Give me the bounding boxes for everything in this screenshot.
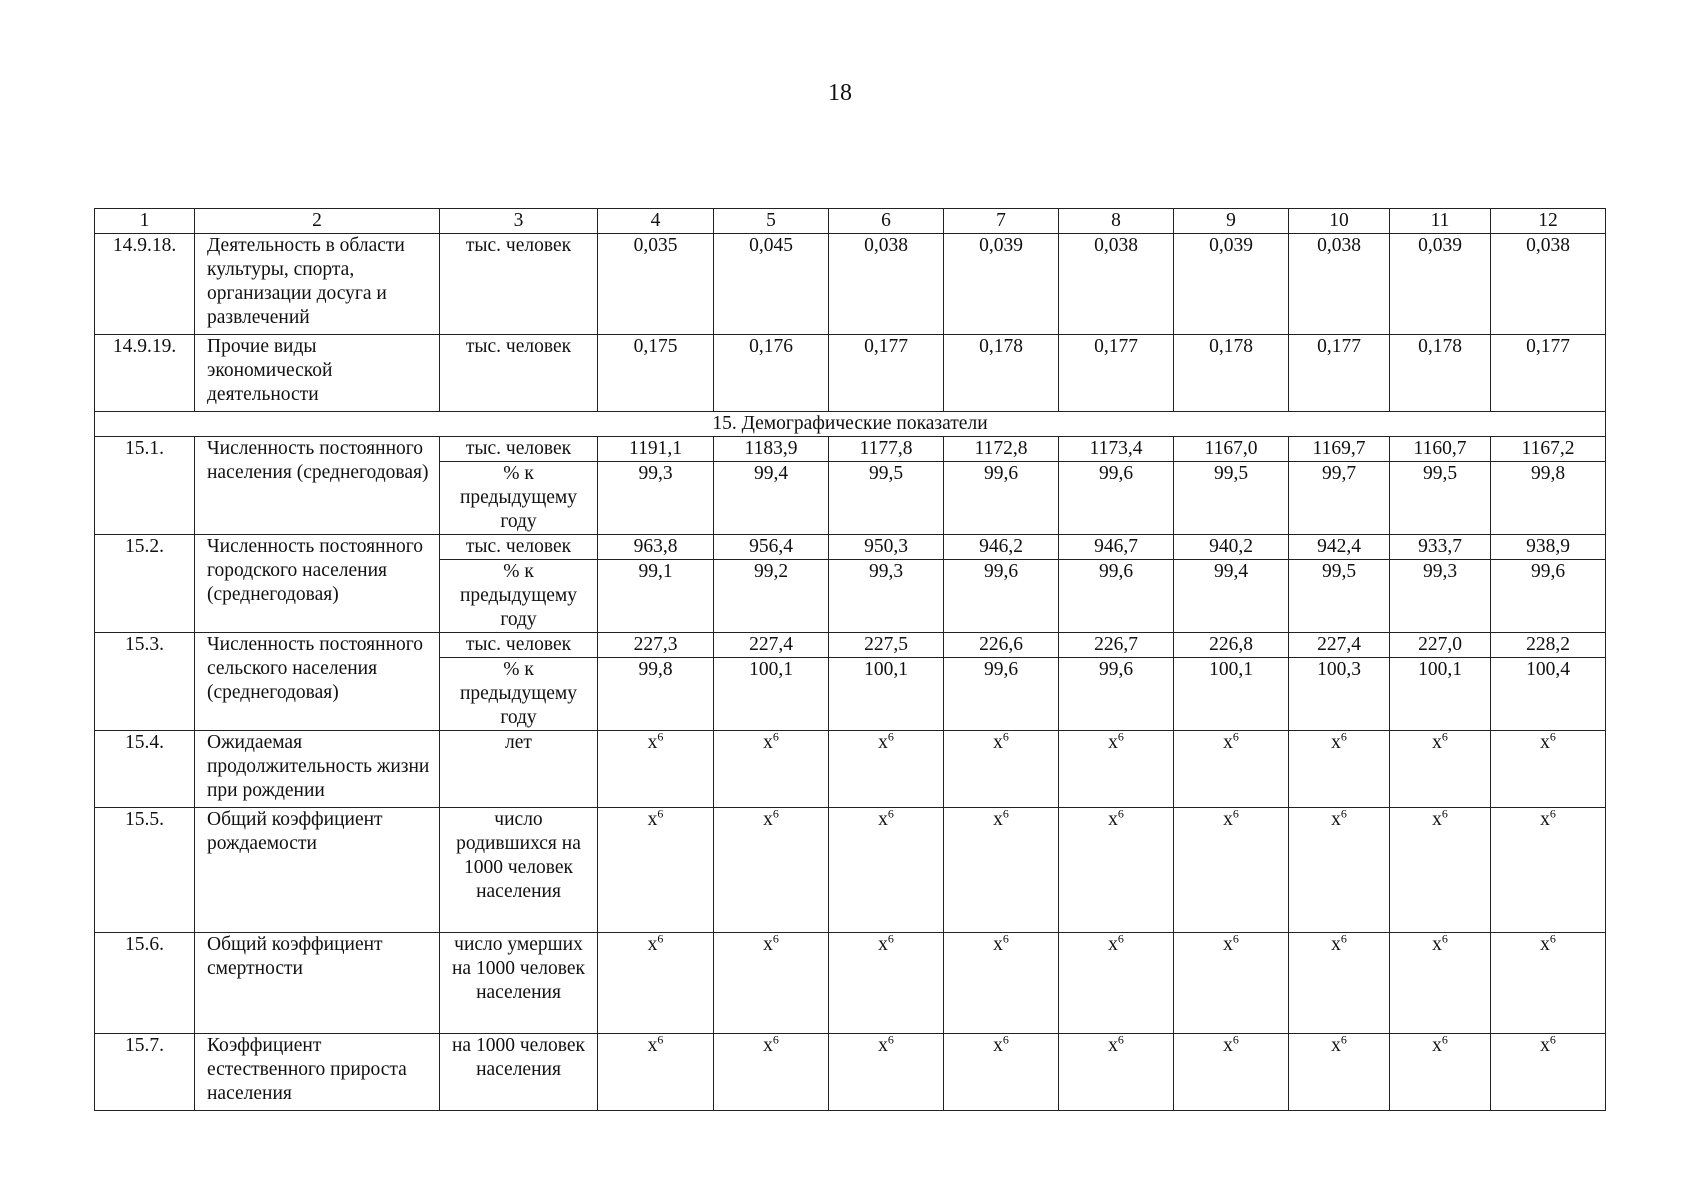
value-cell: 0,176 (714, 335, 829, 412)
column-header: 6 (829, 209, 944, 234)
value-cell: 99,3 (1390, 560, 1491, 633)
value-cell: 0,177 (1059, 335, 1174, 412)
footnote-ref: 6 (772, 729, 779, 744)
row-unit: тыс. человек (440, 437, 598, 462)
row-unit: тыс. человек (440, 535, 598, 560)
column-header: 10 (1289, 209, 1390, 234)
footnote-ref: 6 (887, 1032, 894, 1047)
x-mark: x (993, 934, 1003, 955)
value-cell: 227,4 (1289, 633, 1390, 658)
table-row (95, 535, 1606, 560)
value-cell (944, 731, 1059, 808)
row-code: 15.3. (95, 633, 195, 731)
row-name: Ожидаемая продолжительность жизни при рождении (195, 731, 440, 808)
x-mark: x (763, 1035, 773, 1056)
value-cell (598, 1034, 714, 1111)
x-mark: x (647, 809, 658, 830)
value-cell (1174, 933, 1289, 1034)
x-mark: x (1223, 809, 1233, 830)
table-row (95, 437, 1606, 462)
footnote-ref: 6 (1232, 931, 1239, 946)
value-cell (1491, 731, 1606, 808)
value-cell (1289, 808, 1390, 933)
row-unit: на 1000 человек населения (440, 1034, 598, 1111)
value-cell: 1160,7 (1390, 437, 1491, 462)
row-unit: % к предыдущему году (440, 658, 598, 731)
value-cell: 938,9 (1491, 535, 1606, 560)
footnote-ref: 6 (1002, 729, 1009, 744)
value-cell: 0,038 (1059, 234, 1174, 335)
x-mark: x (993, 809, 1003, 830)
value-cell (1289, 731, 1390, 808)
value-cell: 99,6 (1491, 560, 1606, 633)
x-mark: x (1540, 732, 1550, 753)
footnote-ref: 6 (657, 1032, 664, 1047)
value-cell: 0,038 (1491, 234, 1606, 335)
value-cell (598, 808, 714, 933)
row-unit: тыс. человек (440, 335, 598, 412)
x-mark: x (647, 934, 658, 955)
footnote-ref: 6 (1340, 931, 1347, 946)
value-cell (1174, 1034, 1289, 1111)
footnote-ref: 6 (1549, 729, 1556, 744)
value-cell: 227,5 (829, 633, 944, 658)
x-mark: x (1108, 809, 1118, 830)
value-cell: 226,6 (944, 633, 1059, 658)
value-cell: 99,8 (598, 658, 714, 731)
row-name: Деятельность в области культуры, спорта, организации досуга и развлечений (195, 234, 440, 335)
value-cell (1059, 808, 1174, 933)
row-unit: % к предыдущему году (440, 560, 598, 633)
value-cell: 99,7 (1289, 462, 1390, 535)
value-cell: 99,6 (1059, 462, 1174, 535)
x-mark: x (1331, 732, 1341, 753)
value-cell: 99,5 (829, 462, 944, 535)
row-code: 15.2. (95, 535, 195, 633)
footnote-ref: 6 (1232, 729, 1239, 744)
footnote-ref: 6 (657, 931, 664, 946)
footnote-ref: 6 (1232, 806, 1239, 821)
x-mark: x (647, 732, 658, 753)
value-cell (1390, 808, 1491, 933)
value-cell (829, 933, 944, 1034)
value-cell: 228,2 (1491, 633, 1606, 658)
footnote-ref: 6 (772, 1032, 779, 1047)
column-header: 12 (1491, 209, 1606, 234)
value-cell: 100,1 (1390, 658, 1491, 731)
x-mark: x (1223, 934, 1233, 955)
value-cell (829, 1034, 944, 1111)
row-name: Прочие виды экономической деятельности (195, 335, 440, 412)
table-row (95, 335, 1606, 412)
footnote-ref: 6 (1002, 806, 1009, 821)
x-mark: x (1432, 809, 1442, 830)
value-cell: 99,6 (944, 560, 1059, 633)
row-code: 15.1. (95, 437, 195, 535)
value-cell: 0,038 (1289, 234, 1390, 335)
table-row (95, 731, 1606, 808)
row-code: 15.4. (95, 731, 195, 808)
x-mark: x (993, 1035, 1003, 1056)
column-number-row (95, 209, 1606, 234)
footnote-ref: 6 (1002, 931, 1009, 946)
value-cell: 0,035 (598, 234, 714, 335)
demographic-indicators-table (94, 208, 1606, 1111)
column-header: 1 (95, 209, 195, 234)
x-mark: x (1540, 934, 1550, 955)
table-row (95, 633, 1606, 658)
footnote-ref: 6 (887, 931, 894, 946)
row-name: Численность постоянного городского населения (среднегодовая) (195, 535, 440, 633)
table-row (95, 1034, 1606, 1111)
value-cell (598, 933, 714, 1034)
x-mark: x (763, 934, 773, 955)
value-cell (714, 933, 829, 1034)
value-cell: 99,1 (598, 560, 714, 633)
x-mark: x (1432, 732, 1442, 753)
value-cell: 0,177 (1491, 335, 1606, 412)
footnote-ref: 6 (1340, 729, 1347, 744)
value-cell: 933,7 (1390, 535, 1491, 560)
row-name: Численность постоянного населения (среднегодовая) (195, 437, 440, 535)
x-mark: x (1108, 934, 1118, 955)
value-cell (1289, 933, 1390, 1034)
footnote-ref: 6 (657, 806, 664, 821)
value-cell: 0,039 (944, 234, 1059, 335)
value-cell (1059, 1034, 1174, 1111)
value-cell: 100,1 (714, 658, 829, 731)
value-cell: 226,8 (1174, 633, 1289, 658)
value-cell (1059, 933, 1174, 1034)
row-code: 15.6. (95, 933, 195, 1034)
value-cell: 99,3 (829, 560, 944, 633)
row-code: 14.9.18. (95, 234, 195, 335)
row-name: Коэффициент естественного прироста населения (195, 1034, 440, 1111)
value-cell: 99,5 (1289, 560, 1390, 633)
value-cell: 100,4 (1491, 658, 1606, 731)
row-unit: число родившихся на 1000 человек населения (440, 808, 598, 933)
x-mark: x (878, 934, 888, 955)
value-cell: 1183,9 (714, 437, 829, 462)
x-mark: x (878, 732, 888, 753)
value-cell: 100,3 (1289, 658, 1390, 731)
x-mark: x (1223, 732, 1233, 753)
value-cell: 100,1 (1174, 658, 1289, 731)
value-cell: 1191,1 (598, 437, 714, 462)
footnote-ref: 6 (1117, 806, 1124, 821)
value-cell: 1167,0 (1174, 437, 1289, 462)
row-unit: тыс. человек (440, 234, 598, 335)
x-mark: x (1331, 809, 1341, 830)
column-header: 3 (440, 209, 598, 234)
value-cell: 946,7 (1059, 535, 1174, 560)
x-mark: x (1108, 732, 1118, 753)
value-cell (1491, 933, 1606, 1034)
value-cell: 99,3 (598, 462, 714, 535)
footnote-ref: 6 (772, 806, 779, 821)
footnote-ref: 6 (887, 806, 894, 821)
column-header: 7 (944, 209, 1059, 234)
page-number: 18 (828, 80, 852, 106)
value-cell: 0,039 (1390, 234, 1491, 335)
value-cell: 99,4 (714, 462, 829, 535)
x-mark: x (993, 732, 1003, 753)
footnote-ref: 6 (1340, 806, 1347, 821)
row-unit: тыс. человек (440, 633, 598, 658)
value-cell: 227,3 (598, 633, 714, 658)
x-mark: x (1432, 934, 1442, 955)
value-cell (1491, 1034, 1606, 1111)
value-cell (1390, 1034, 1491, 1111)
value-cell: 99,6 (1059, 560, 1174, 633)
table-row (95, 808, 1606, 933)
footnote-ref: 6 (1117, 729, 1124, 744)
footnote-ref: 6 (1441, 1032, 1448, 1047)
column-header: 9 (1174, 209, 1289, 234)
value-cell (714, 731, 829, 808)
x-mark: x (878, 1035, 888, 1056)
x-mark: x (1223, 1035, 1233, 1056)
row-unit: % к предыдущему году (440, 462, 598, 535)
row-code: 15.7. (95, 1034, 195, 1111)
value-cell: 1167,2 (1491, 437, 1606, 462)
footnote-ref: 6 (1441, 931, 1448, 946)
value-cell: 99,5 (1390, 462, 1491, 535)
value-cell: 950,3 (829, 535, 944, 560)
row-code: 14.9.19. (95, 335, 195, 412)
value-cell: 99,2 (714, 560, 829, 633)
value-cell: 963,8 (598, 535, 714, 560)
value-cell (944, 1034, 1059, 1111)
column-header: 2 (195, 209, 440, 234)
value-cell: 226,7 (1059, 633, 1174, 658)
section-title: 15. Демографические показатели (95, 412, 1606, 437)
row-name: Общий коэффициент рождаемости (195, 808, 440, 933)
value-cell (829, 808, 944, 933)
column-header: 5 (714, 209, 829, 234)
row-name: Численность постоянного сельского населения (среднегодовая) (195, 633, 440, 731)
x-mark: x (763, 809, 773, 830)
footnote-ref: 6 (1549, 931, 1556, 946)
value-cell: 1172,8 (944, 437, 1059, 462)
value-cell (598, 731, 714, 808)
value-cell: 99,4 (1174, 560, 1289, 633)
footnote-ref: 6 (887, 729, 894, 744)
footnote-ref: 6 (1340, 1032, 1347, 1047)
footnote-ref: 6 (772, 931, 779, 946)
value-cell: 0,178 (1390, 335, 1491, 412)
x-mark: x (1108, 1035, 1118, 1056)
value-cell: 956,4 (714, 535, 829, 560)
footnote-ref: 6 (1002, 1032, 1009, 1047)
value-cell: 99,5 (1174, 462, 1289, 535)
value-cell (714, 1034, 829, 1111)
row-unit: лет (440, 731, 598, 808)
value-cell (1390, 731, 1491, 808)
value-cell: 1169,7 (1289, 437, 1390, 462)
value-cell: 1177,8 (829, 437, 944, 462)
x-mark: x (1540, 1035, 1550, 1056)
value-cell: 99,6 (944, 658, 1059, 731)
value-cell: 1173,4 (1059, 437, 1174, 462)
x-mark: x (878, 809, 888, 830)
value-cell: 946,2 (944, 535, 1059, 560)
value-cell (944, 933, 1059, 1034)
column-header: 11 (1390, 209, 1491, 234)
row-name: Общий коэффициент смертности (195, 933, 440, 1034)
row-unit: число умерших на 1000 человек населения (440, 933, 598, 1034)
row-code: 15.5. (95, 808, 195, 933)
value-cell: 0,178 (944, 335, 1059, 412)
section-row (95, 412, 1606, 437)
footnote-ref: 6 (1117, 931, 1124, 946)
footnote-ref: 6 (1441, 729, 1448, 744)
value-cell (1390, 933, 1491, 1034)
value-cell (1289, 1034, 1390, 1111)
x-mark: x (763, 732, 773, 753)
table-row (95, 933, 1606, 1034)
value-cell: 99,6 (944, 462, 1059, 535)
column-header: 8 (1059, 209, 1174, 234)
value-cell: 942,4 (1289, 535, 1390, 560)
footnote-ref: 6 (1441, 806, 1448, 821)
x-mark: x (647, 1035, 658, 1056)
value-cell (829, 731, 944, 808)
value-cell: 0,038 (829, 234, 944, 335)
value-cell (944, 808, 1059, 933)
x-mark: x (1540, 809, 1550, 830)
value-cell: 227,4 (714, 633, 829, 658)
value-cell (1491, 808, 1606, 933)
value-cell (1174, 808, 1289, 933)
value-cell: 0,177 (829, 335, 944, 412)
value-cell: 100,1 (829, 658, 944, 731)
value-cell: 0,178 (1174, 335, 1289, 412)
footnote-ref: 6 (1549, 806, 1556, 821)
x-mark: x (1331, 934, 1341, 955)
value-cell (714, 808, 829, 933)
value-cell: 99,8 (1491, 462, 1606, 535)
x-mark: x (1432, 1035, 1442, 1056)
column-header: 4 (598, 209, 714, 234)
footnote-ref: 6 (1549, 1032, 1556, 1047)
value-cell: 0,039 (1174, 234, 1289, 335)
footnote-ref: 6 (1117, 1032, 1124, 1047)
value-cell: 227,0 (1390, 633, 1491, 658)
footnote-ref: 6 (1232, 1032, 1239, 1047)
value-cell: 99,6 (1059, 658, 1174, 731)
value-cell: 0,045 (714, 234, 829, 335)
footnote-ref: 6 (657, 729, 664, 744)
x-mark: x (1331, 1035, 1341, 1056)
value-cell (1059, 731, 1174, 808)
value-cell: 0,177 (1289, 335, 1390, 412)
value-cell (1174, 731, 1289, 808)
table-row (95, 234, 1606, 335)
value-cell: 940,2 (1174, 535, 1289, 560)
value-cell: 0,175 (598, 335, 714, 412)
